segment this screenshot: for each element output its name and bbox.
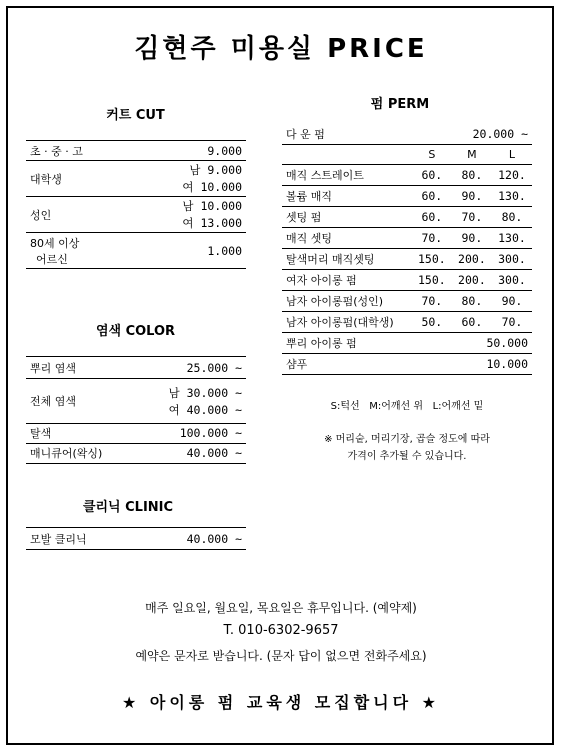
perm-label: 남자 아이롱펌(성인) [282, 290, 412, 311]
table-row [282, 290, 532, 311]
perm-price-l: 70. [492, 311, 532, 332]
recruit-banner: ★ 아이롱 펌 교육생 모집합니다 ★ [121, 693, 440, 712]
perm-label: 샴푸 [282, 353, 412, 374]
perm-price-l: 130. [492, 185, 532, 206]
table-row [282, 311, 532, 332]
cut-price: 여 10.000 [130, 179, 246, 197]
cut-price: 9.000 [130, 141, 246, 161]
clinic-heading: 클리닉 CLINIC [82, 500, 174, 515]
cut-heading: 커트 CUT [106, 108, 165, 123]
clinic-price: 40.000 ~ [137, 528, 246, 550]
perm-price-s: 60. [412, 185, 452, 206]
holiday-notice: 매주 일요일, 월요일, 목요일은 휴무입니다. (예약제) [145, 601, 417, 615]
perm-price-m: 80. [452, 164, 492, 185]
perm-price-m: 200. [452, 269, 492, 290]
perm-price-l: 300. [492, 248, 532, 269]
perm-size-header-blank [282, 144, 412, 164]
perm-label: 뿌리 아이롱 펌 [282, 332, 412, 353]
color-label: 전체 염색 [26, 379, 135, 424]
perm-price-s: 70. [412, 290, 452, 311]
perm-price-l: 300. [492, 269, 532, 290]
color-label: 뿌리 염색 [26, 357, 135, 379]
perm-label: 볼륨 매직 [282, 185, 412, 206]
color-label: 탈색 [26, 423, 135, 443]
table-row [282, 164, 532, 185]
cut-label-line: 80세 이상 [30, 236, 80, 250]
table-row [282, 332, 532, 353]
table-row [26, 233, 246, 269]
cut-label [26, 233, 130, 269]
color-price: 25.000 ~ [135, 357, 246, 379]
table-row [282, 124, 532, 144]
table-row [26, 528, 246, 550]
cut-label: 대학생 [26, 161, 130, 197]
perm-price-l: 80. [492, 206, 532, 227]
perm-price-s: 60. [412, 206, 452, 227]
table-row [26, 141, 246, 161]
phone-number: T. 010-6302-9657 [223, 623, 339, 638]
perm-table [282, 124, 532, 375]
perm-note-line1: ※ 머리숱, 머리기장, 곱슬 정도에 따라 [324, 434, 490, 445]
cut-label-line: 어르신 [36, 252, 68, 266]
cut-label: 성인 [26, 197, 130, 233]
perm-price-l: 90. [492, 290, 532, 311]
clinic-table [26, 527, 246, 550]
perm-price-s: 60. [412, 164, 452, 185]
clinic-label: 모발 클리닉 [26, 528, 137, 550]
table-row [26, 443, 246, 463]
perm-price-m: 90. [452, 185, 492, 206]
table-row [282, 353, 532, 374]
perm-label: 매직 스트레이트 [282, 164, 412, 185]
perm-price-m: 90. [452, 227, 492, 248]
table-row [26, 357, 246, 379]
color-price: 남 30.000 ~ [168, 386, 242, 400]
perm-price-s: 150. [412, 269, 452, 290]
cut-price: 남 9.000 [189, 162, 242, 177]
table-row [282, 206, 532, 227]
table-row [282, 248, 532, 269]
perm-price-m: 70. [452, 206, 492, 227]
perm-price-s: 150. [412, 248, 452, 269]
perm-price: 10.000 [412, 353, 532, 374]
cut-table [26, 140, 246, 269]
color-price: 여 40.000 ~ [135, 401, 246, 423]
size-legend: S:턱선 M:어깨선 위 L:어깨선 밑 [330, 401, 484, 412]
perm-price-s: 50. [412, 311, 452, 332]
color-label: 매니큐어(왁싱) [26, 443, 135, 463]
perm-price-l: 130. [492, 227, 532, 248]
table-row [26, 197, 246, 215]
reservation-notice: 예약은 문자로 받습니다. (문자 답이 없으면 전화주세요) [135, 649, 427, 663]
perm-label: 다 운 펌 [282, 124, 412, 144]
table-row [282, 185, 532, 206]
color-heading: 염색 COLOR [95, 324, 176, 339]
table-row [26, 379, 246, 402]
perm-price-m: 80. [452, 290, 492, 311]
cut-label: 초 · 중 · 고 [26, 141, 130, 161]
perm-label: 남자 아이롱펌(대학생) [282, 311, 412, 332]
color-price: 100.000 ~ [135, 423, 246, 443]
perm-note-line2: 가격이 추가될 수 있습니다. [347, 451, 467, 462]
perm-label: 탈색머리 매직셋팅 [282, 248, 412, 269]
perm-price: 20.000 ~ [412, 124, 532, 144]
table-row [26, 161, 246, 179]
table-row [26, 423, 246, 443]
size-header-m: M [452, 144, 492, 164]
perm-label: 셋팅 펌 [282, 206, 412, 227]
perm-price-l: 120. [492, 164, 532, 185]
table-row [282, 269, 532, 290]
cut-price: 남 10.000 [182, 198, 242, 213]
table-row [282, 227, 532, 248]
perm-price-s: 70. [412, 227, 452, 248]
perm-heading: 펌 PERM [370, 97, 430, 112]
color-price: 40.000 ~ [135, 443, 246, 463]
size-header-s: S [412, 144, 452, 164]
table-row [282, 144, 532, 164]
perm-price-m: 200. [452, 248, 492, 269]
perm-price-m: 60. [452, 311, 492, 332]
color-table [26, 356, 246, 464]
perm-label: 여자 아이롱 펌 [282, 269, 412, 290]
cut-price: 여 13.000 [130, 215, 246, 233]
perm-label: 매직 셋팅 [282, 227, 412, 248]
page-title: 김현주 미용실 PRICE [134, 34, 428, 64]
perm-price: 50.000 [412, 332, 532, 353]
size-header-l: L [492, 144, 532, 164]
cut-price: 1.000 [130, 233, 246, 269]
